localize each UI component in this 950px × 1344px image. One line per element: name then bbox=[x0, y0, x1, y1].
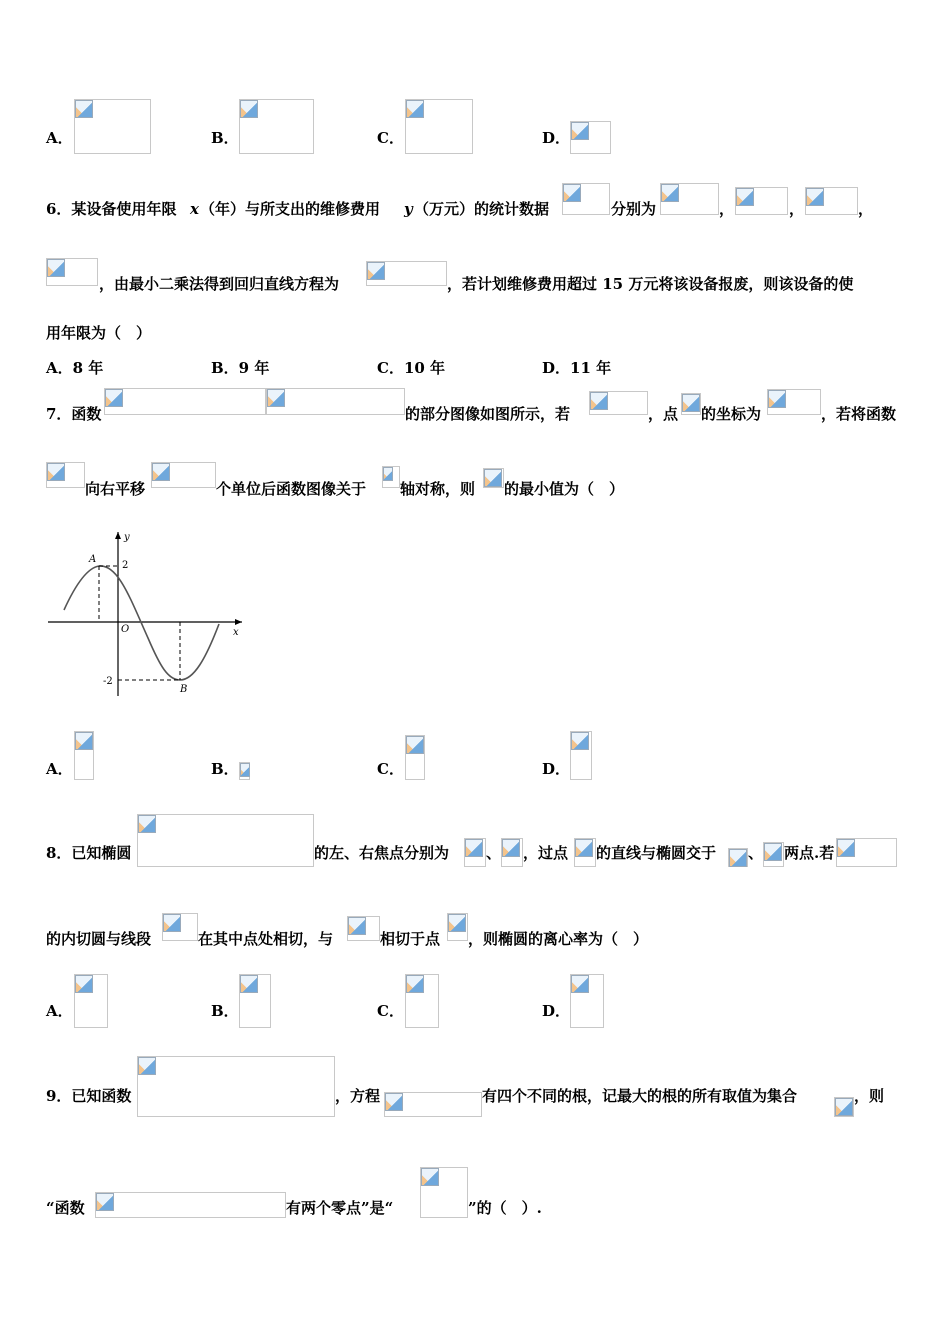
q8-mid1: 的左、右焦点分别为 bbox=[314, 844, 450, 862]
q7-condition-image-icon bbox=[589, 391, 648, 415]
q7-axis-image-icon bbox=[382, 466, 400, 488]
q8-segment2-image-icon bbox=[347, 916, 380, 941]
q8-prefix: 8．已知椭圆 bbox=[46, 844, 132, 862]
q9-mid1: ，方程 bbox=[335, 1087, 381, 1105]
q7-option-a: A． bbox=[46, 760, 73, 778]
q8-option-d-image-icon bbox=[570, 974, 604, 1028]
q8-line2c: 相切于点 bbox=[380, 930, 441, 948]
graph-label-a: A bbox=[89, 554, 97, 565]
q7-param-image-icon bbox=[483, 468, 504, 488]
q7-option-b: B． bbox=[211, 760, 239, 778]
q7-function-image-2-icon bbox=[266, 388, 405, 415]
q8-option-c-image-icon bbox=[405, 974, 439, 1028]
q6-mid3: 分别为 bbox=[611, 200, 657, 218]
q8-option-c: C． bbox=[377, 1002, 404, 1020]
q9-line2c: ”的（ ）. bbox=[468, 1199, 542, 1217]
q9-equation-image-icon bbox=[384, 1092, 482, 1117]
q9-line2b: 有两个零点”是“ bbox=[286, 1199, 394, 1217]
q9-mid2: 有四个不同的根，记最大的根的所有取值为集合 bbox=[482, 1087, 798, 1105]
graph-label-y: y bbox=[124, 532, 130, 543]
q7-prefix: 7．函数 bbox=[46, 405, 102, 423]
graph-x-arrow-icon bbox=[235, 619, 242, 625]
q8-line2a: 的内切圆与线段 bbox=[46, 930, 152, 948]
q8-option-d: D． bbox=[542, 1002, 571, 1020]
q8-option-a-image-icon bbox=[74, 974, 108, 1028]
q6-var-x: x bbox=[190, 200, 199, 218]
q5-option-a: A． bbox=[46, 129, 73, 147]
q6-comma1: ， bbox=[719, 200, 735, 218]
q6-line2: ，由最小二乘法得到回归直线方程为 bbox=[99, 275, 340, 293]
q7-func-f-image-icon bbox=[46, 462, 85, 488]
q7-mid3: 的坐标为 bbox=[701, 405, 762, 423]
q6-point2-image-icon bbox=[735, 187, 788, 215]
q6-comma2: ， bbox=[789, 200, 805, 218]
graph-label-x: x bbox=[233, 627, 239, 638]
q6-var-y: y bbox=[404, 200, 413, 218]
q7-option-c-image-icon bbox=[405, 735, 425, 780]
q5-option-d: D． bbox=[542, 129, 571, 147]
graph-tick-neg: -2 bbox=[103, 676, 113, 687]
q8-option-b: B． bbox=[211, 1002, 239, 1020]
q7-option-a-image-icon bbox=[74, 731, 94, 780]
graph-label-o: O bbox=[121, 624, 130, 635]
q8-focus1-image-icon bbox=[464, 838, 486, 867]
q9-mid3: ，则 bbox=[854, 1087, 885, 1105]
q8-line2d: ，则椭圆的离心率为（ ） bbox=[468, 930, 649, 948]
q6-data-image-icon bbox=[562, 183, 610, 215]
q5-option-a-image-icon bbox=[74, 99, 151, 154]
q6-prefix: 6．某设备使用年限 bbox=[46, 200, 177, 218]
q7-option-d-image-icon bbox=[570, 731, 592, 780]
q9-set-image-icon bbox=[834, 1097, 854, 1117]
graph-y-arrow-icon bbox=[115, 532, 121, 539]
q8-mid3: 的直线与椭圆交于 bbox=[596, 844, 717, 862]
q5-option-c-image-icon bbox=[405, 99, 473, 154]
graph-label-b: B bbox=[180, 684, 188, 695]
q6-option-c: C．10 年 bbox=[377, 359, 446, 377]
q6-point1-image-icon bbox=[660, 183, 719, 215]
q7-shift-image-icon bbox=[151, 462, 216, 488]
q8-point-image-icon bbox=[574, 838, 596, 867]
q8-dun2: 、 bbox=[748, 844, 764, 862]
q8-mid2: ，过点 bbox=[523, 844, 569, 862]
q8-tangent-point-image-icon bbox=[447, 913, 468, 941]
q7-mid1: 的部分图像如图所示，若 bbox=[405, 405, 571, 423]
q9-function-image-icon bbox=[137, 1056, 335, 1117]
q6-mid1: （年）与所支出的维修费用 bbox=[200, 200, 381, 218]
q5-option-b-image-icon bbox=[239, 99, 314, 154]
q8-dun1: 、 bbox=[486, 844, 502, 862]
q7-option-d: D． bbox=[542, 760, 571, 778]
q7-option-b-image-icon bbox=[239, 762, 250, 780]
q7-point-image-icon bbox=[681, 393, 701, 415]
q6-line3: 用年限为（ ） bbox=[46, 324, 152, 342]
q7-sine-graph bbox=[44, 528, 250, 698]
q6-point4-image-icon bbox=[46, 258, 98, 286]
q8-mid4: 两点.若 bbox=[784, 844, 835, 862]
q6-mid2: （万元）的统计数据 bbox=[414, 200, 550, 218]
q8-point-b-image-icon bbox=[763, 842, 784, 867]
graph-curve bbox=[64, 566, 219, 680]
q8-point-a-image-icon bbox=[728, 848, 748, 867]
q8-line2b: 在其中点处相切，与 bbox=[198, 930, 334, 948]
q8-ellipse-image-icon bbox=[137, 814, 314, 867]
q6-option-b: B．9 年 bbox=[211, 359, 270, 377]
q5-option-d-image-icon bbox=[570, 121, 611, 154]
q5-option-b: B． bbox=[211, 129, 239, 147]
q6-point3-image-icon bbox=[805, 187, 858, 215]
q7-line2d: 的最小值为（ ） bbox=[504, 480, 625, 498]
q9-prefix: 9．已知函数 bbox=[46, 1087, 132, 1105]
q6-line2b: ，若计划维修费用超过 15 万元将该设备报废，则该设备的使 bbox=[447, 275, 854, 293]
q9-line2a: “函数 bbox=[46, 1199, 85, 1217]
q7-function-image-icon bbox=[104, 388, 266, 415]
q7-line2b: 个单位后函数图像关于 bbox=[216, 480, 367, 498]
q7-line2c: 轴对称，则 bbox=[400, 480, 476, 498]
q9-condition-image-icon bbox=[420, 1167, 468, 1218]
q7-coordinate-image-icon bbox=[767, 389, 821, 415]
q7-option-c: C． bbox=[377, 760, 404, 778]
q7-mid2: ，点 bbox=[648, 405, 679, 423]
q7-mid4: ，若将函数 bbox=[821, 405, 897, 423]
q6-comma3: ， bbox=[858, 200, 874, 218]
q5-option-c: C． bbox=[377, 129, 404, 147]
q6-option-a: A．8 年 bbox=[46, 359, 104, 377]
q9-zero-func-image-icon bbox=[95, 1192, 286, 1218]
q8-option-a: A． bbox=[46, 1002, 73, 1020]
q8-segment-image-icon bbox=[162, 913, 198, 941]
graph-tick-pos: 2 bbox=[122, 560, 129, 571]
q8-focus2-image-icon bbox=[501, 838, 523, 867]
q7-line2a: 向右平移 bbox=[85, 480, 146, 498]
q6-option-d: D．11 年 bbox=[542, 359, 612, 377]
q8-option-b-image-icon bbox=[239, 974, 271, 1028]
q6-regression-image-icon bbox=[366, 261, 447, 286]
q8-triangle-image-icon bbox=[836, 838, 897, 867]
